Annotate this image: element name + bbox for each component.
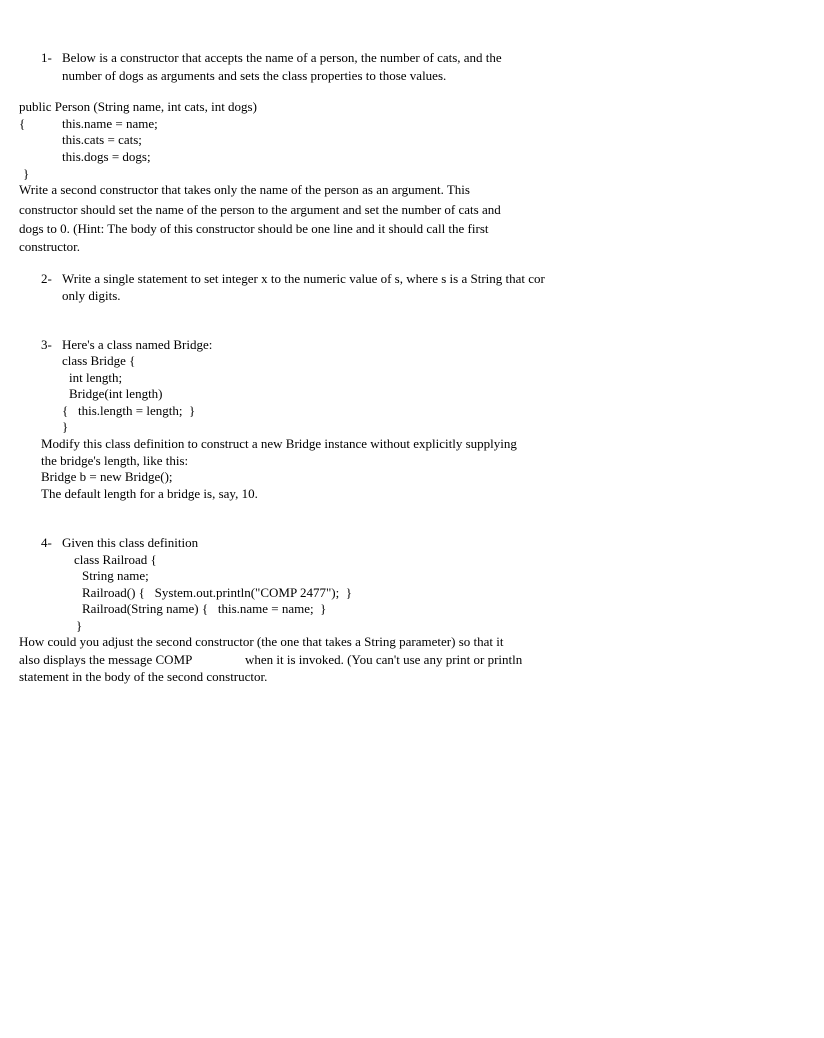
q4-task-line-1: How could you adjust the second constructor (the one that takes a String parameter) so that it [19, 634, 504, 649]
q1-task-line-4: constructor. [19, 239, 81, 254]
q4-code-line-2: String name; [82, 568, 149, 583]
q1-intro-line-1: Below is a constructor that accepts the name of a person, the number of cats, and the [62, 50, 502, 65]
q3-task-line-1: Modify this class definition to construct a new Bridge instance without explicitly supplying [41, 436, 517, 451]
q3-code-line-5: } [62, 419, 69, 434]
q1-code-signature: public Person (String name, int cats, int dogs) [19, 99, 257, 114]
q3-code-line-2: int length; [69, 370, 123, 385]
q4-task-line-3: statement in the body of the second constructor. [19, 669, 268, 684]
q1-code-line-1: this.name = name; [62, 116, 158, 131]
q3-task-line-4: The default length for a bridge is, say, 10. [41, 486, 258, 501]
q4-code-line-4: Railroad(String name) { this.name = name; } [82, 601, 327, 616]
q3-task-line-2: the bridge's length, like this: [41, 453, 189, 468]
q3-intro: Here's a class named Bridge: [62, 337, 213, 352]
q4-code-line-5: } [76, 618, 83, 633]
q1-intro-line-2: number of dogs as arguments and sets the class properties to those values. [62, 68, 447, 83]
q3-code-line-3: Bridge(int length) [69, 386, 163, 401]
q4-code-line-3: Railroad() { System.out.println("COMP 2477"); } [82, 585, 352, 600]
q2-number: 2- [41, 271, 52, 286]
q1-task-line-3: dogs to 0. (Hint: The body of this constructor should be one line and it should call the first [19, 221, 489, 236]
q1-code-line-3: this.dogs = dogs; [62, 149, 151, 164]
q1-code-brace-close: } [23, 166, 30, 181]
q1-task-line-1: Write a second constructor that takes only the name of the person as an argument. This [19, 182, 470, 197]
q2-line-2: only digits. [62, 288, 121, 303]
q3-code-line-4: { this.length = length; } [62, 403, 196, 418]
q3-code-line-1: class Bridge { [62, 353, 136, 368]
q4-number: 4- [41, 535, 52, 550]
q1-code-brace-open: { [19, 116, 26, 131]
q4-task-line-2a: also displays the message COMP [19, 652, 193, 667]
q1-task-line-2: constructor should set the name of the person to the argument and set the number of cats and [19, 202, 501, 217]
q1-code-line-2: this.cats = cats; [62, 132, 142, 147]
q3-number: 3- [41, 337, 52, 352]
q4-code-line-1: class Railroad { [74, 552, 157, 567]
q2-line-1: Write a single statement to set integer x to the numeric value of s, where s is a String that cor [62, 271, 545, 286]
q3-task-line-3: Bridge b = new Bridge(); [41, 469, 173, 484]
q4-intro: Given this class definition [62, 535, 199, 550]
q4-task-line-2b: when it is invoked. (You can't use any print or println [245, 652, 523, 667]
q1-number: 1- [41, 50, 52, 65]
